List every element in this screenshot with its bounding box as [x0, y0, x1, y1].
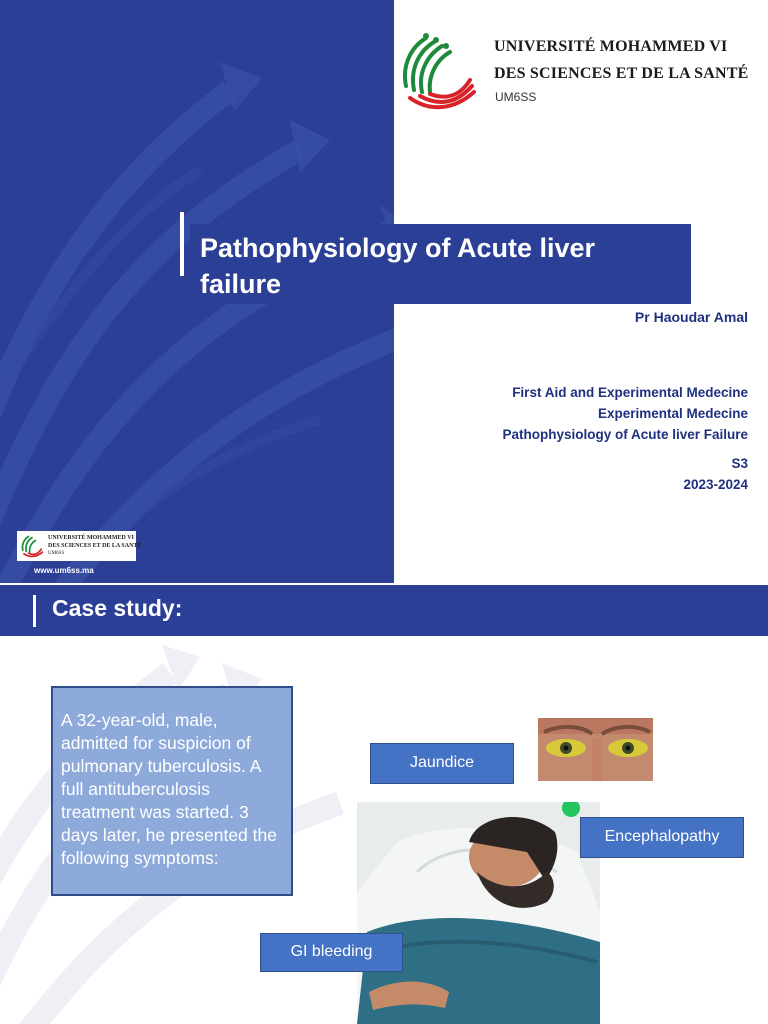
- case-study-heading: Case study:: [52, 595, 183, 621]
- academic-year: 2023-2024: [683, 477, 748, 492]
- university-abbreviation: UM6SS: [495, 90, 537, 104]
- university-logo: [394, 20, 768, 120]
- small-emblem-icon: [19, 533, 45, 559]
- patient-illustration: [357, 802, 600, 1024]
- eyes-illustration: [538, 718, 653, 781]
- university-name-line2: DES SCIENCES ET DE LA SANTÉ: [494, 65, 749, 82]
- semester: S3: [731, 456, 748, 471]
- term-info: [683, 453, 748, 495]
- small-university-logo: [17, 531, 142, 561]
- small-logo-line2: DES SCIENCES ET DE LA SANTÉ: [48, 543, 142, 549]
- course-line-2: Experimental Medecine: [597, 406, 748, 421]
- small-logo-text: [48, 534, 141, 558]
- course-line-3: Pathophysiology of Acute liver Failure: [502, 427, 748, 442]
- university-emblem-icon: [396, 26, 480, 116]
- website-url: www.um6ss.ma: [34, 566, 94, 575]
- presenter-name: Pr Haoudar Amal: [634, 309, 748, 325]
- gi-bleeding-label: GI bleeding: [260, 933, 403, 972]
- small-logo-line1: UNIVERSITÉ MOHAMMED VI: [48, 535, 134, 541]
- case-description-text: A 32-year-old, male, admitted for suspicion of pulmonary tuberculosis. A full antituberculosis treatment was started. 3 days later, he presented the following symptoms:: [61, 710, 277, 868]
- slide-title: Pathophysiology of Acute liver failure: [200, 233, 596, 299]
- university-name-line1: UNIVERSITÉ MOHAMMED VI: [494, 38, 728, 55]
- case-study-header: [0, 583, 768, 636]
- small-logo-line3: UM6SS: [48, 551, 65, 556]
- title-accent-bar: [180, 212, 184, 276]
- header-accent-bar: [33, 595, 36, 627]
- jaundiced-eyes-photo: [538, 718, 653, 781]
- patient-photo: [357, 802, 600, 1024]
- course-line-1: First Aid and Experimental Medecine: [512, 385, 748, 400]
- title-box: [190, 224, 691, 304]
- case-study-slide: [0, 583, 768, 1024]
- encephalopathy-label: Encephalopathy: [580, 817, 744, 858]
- course-info: [502, 382, 748, 445]
- case-description-box: [51, 686, 293, 896]
- jaundice-label: Jaundice: [370, 743, 514, 784]
